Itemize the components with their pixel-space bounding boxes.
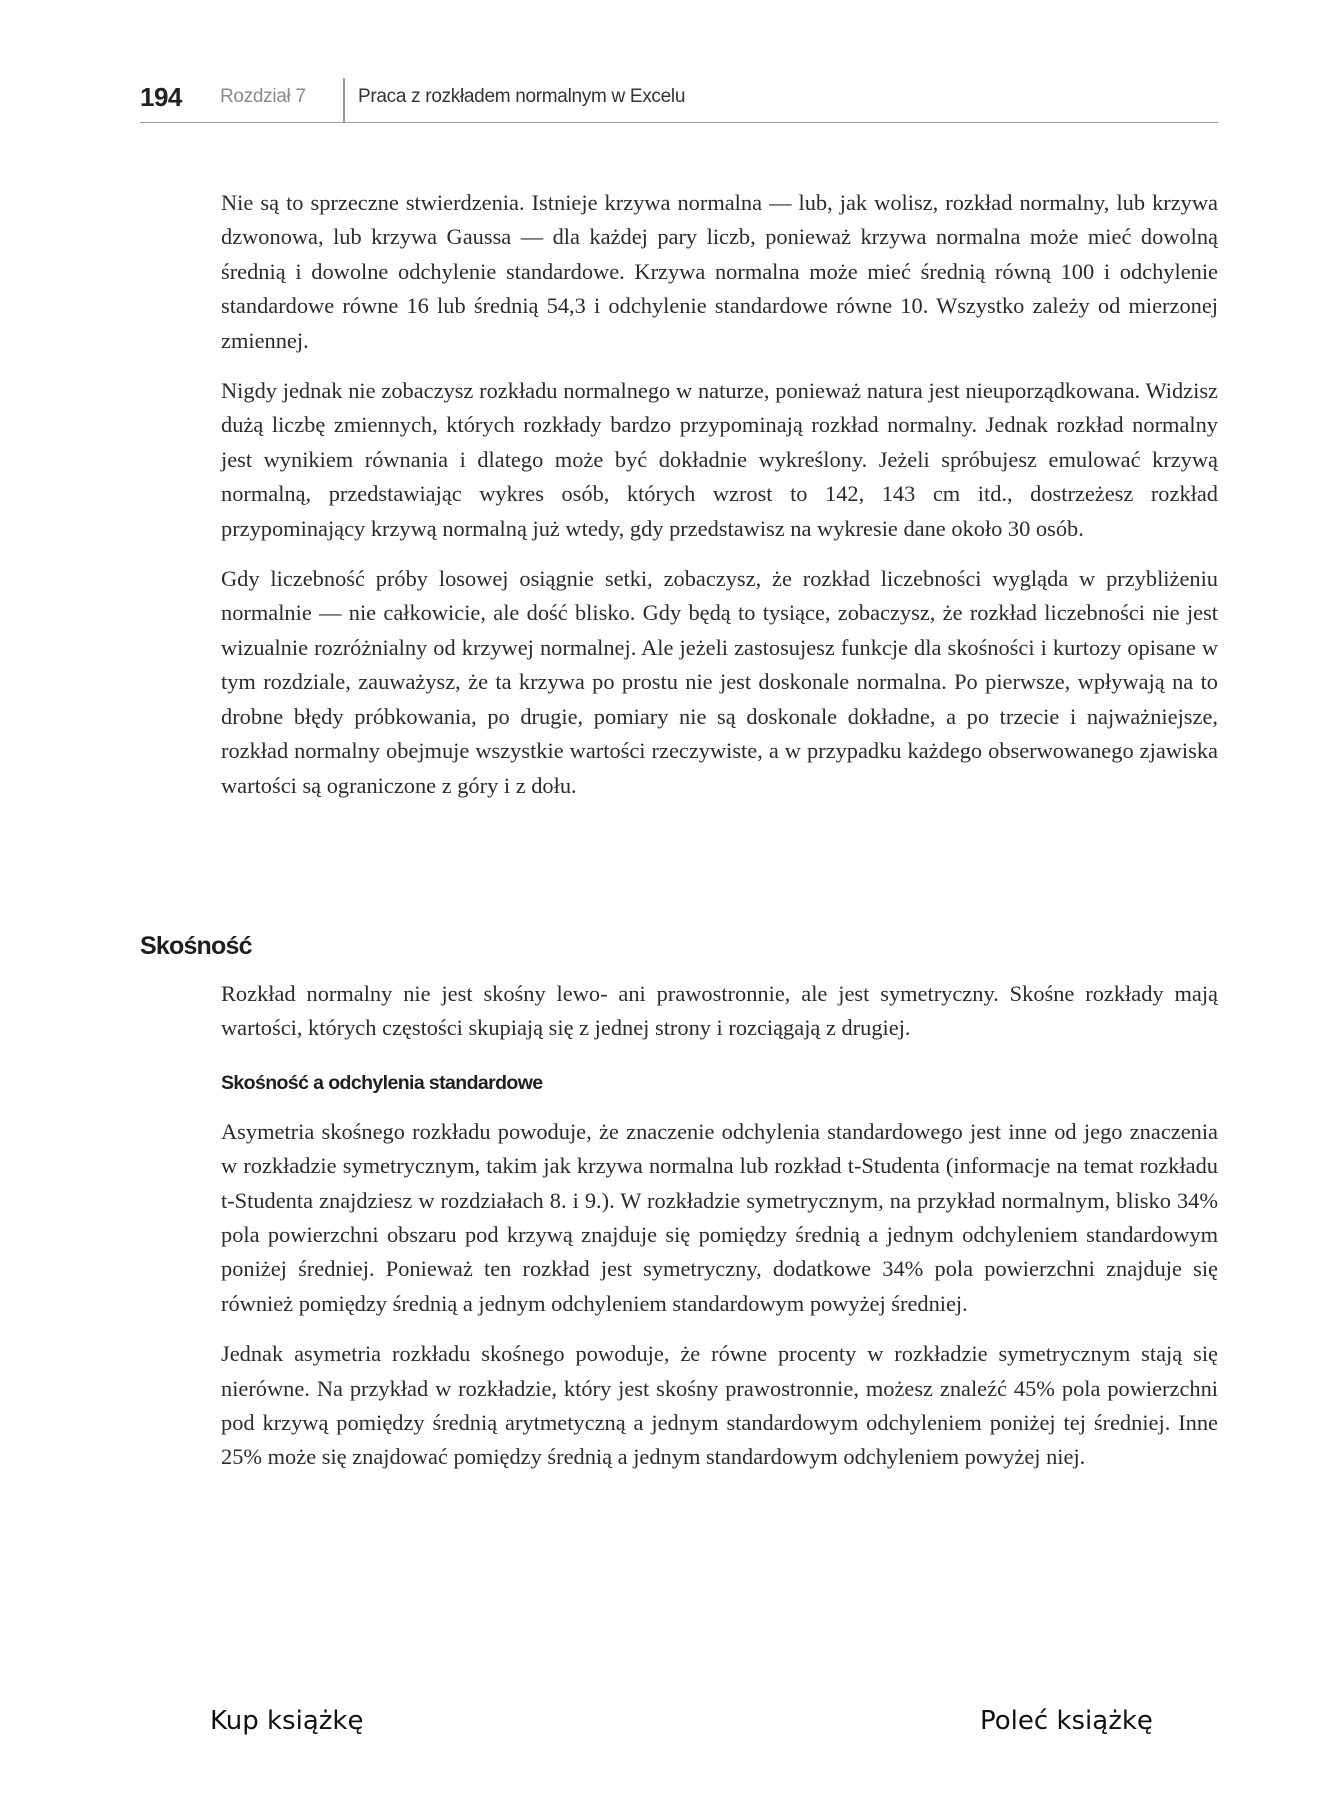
section-heading: Skośność [140, 932, 252, 960]
subsection-heading: Skośność a odchylenia standardowe [221, 1071, 543, 1094]
paragraph: Jednak asymetria rozkładu skośnego powoduje, że równe procenty w rozkładzie symetrycznym stają się nierówne. Na przykład w rozkładzie, który jest skośny prawostronnie, możesz znaleźć 45% pola powierzchni pod krzywą pomiędzy średnią arytmetyczną a jednym standardowym odchyleniem poniżej tej średniej. Inne 25% może się znajdować pomiędzy średnią a jednym standardowym odchyleniem powyżej niej. [221, 1341, 1218, 1470]
page-number: 194 [140, 82, 182, 112]
page-content [221, 186, 1218, 819]
chapter-label: Rozdział 7 [220, 86, 306, 107]
buy-book-link[interactable]: Kup książkę [210, 1706, 364, 1736]
paragraph: Asymetria skośnego rozkładu powoduje, że znaczenie odchylenia standardowego jest inne od jego znaczenia w rozkładzie symetrycznym, takim jak krzywa normalna lub rozkład t-Studenta (informacje na temat rozkładu t-Studenta znajdziesz w rozdziałach 8. i 9.). W rozkładzie symetrycznym, na przykład normalnym, blisko 34% pola powierzchni obszaru pod krzywą znajduje się pomiędzy średnią a jednym odchyleniem standardowym poniżej średniej. Ponieważ ten rozkład jest symetryczny, dodatkowe 34% pola powierzchni znajduje się również pomiędzy średnią a jednym odchyleniem standardowym powyżej średniej. [221, 1118, 1218, 1316]
paragraph: Rozkład normalny nie jest skośny lewo- ani prawostronnie, ale jest symetryczny. Skośne rozkłady mają wartości, których częstości skupiają się z jednej strony i rozciągają z drugiej. [221, 981, 1218, 1041]
section-content [221, 977, 1218, 1491]
header-divider [343, 78, 345, 122]
paragraph: Nie są to sprzeczne stwierdzenia. Istnieje krzywa normalna — lub, jak wolisz, rozkład normalny, lub krzywa dzwonowa, lub krzywa Gaussa — dla każdej pary liczb, ponieważ krzywa normalna może mieć dowolną średnią i dowolne odchylenie standardowe. Krzywa normalna może mieć średnią równą 100 i odchylenie standardowe równe 16 lub średnią 54,3 i odchylenie standardowe równe 10. Wszystko zależy od mierzonej zmiennej. [221, 190, 1218, 353]
paragraph: Nigdy jednak nie zobaczysz rozkładu normalnego w naturze, ponieważ natura jest nieuporządkowana. Widzisz dużą liczbę zmiennych, których rozkłady bardzo przypominają rozkład normalny. Jednak rozkład normalny jest wynikiem równania i dlatego może być dokładnie wykreślony. Jeżeli spróbujesz emulować krzywą normalną, przedstawiając wykres osób, których wzrost to 142, 143 cm itd., dostrzeżesz rozkład przypominający krzywą normalną już wtedy, gdy przedstawisz na wykresie dane około 30 osób. [221, 378, 1218, 541]
page-header [140, 78, 1218, 123]
paragraph: Gdy liczebność próby losowej osiągnie setki, zobaczysz, że rozkład liczebności wygląda w przybliżeniu normalnie — nie całkowicie, ale dość blisko. Gdy będą to tysiące, zobaczysz, że rozkład liczebności nie jest wizualnie rozróżnialny od krzywej normalnej. Ale jeżeli zastosujesz funkcje dla skośności i kurtozy opisane w tym rozdziale, zauważysz, że ta krzywa po prostu nie jest doskonale normalna. Po pierwsze, wpływają na to drobne błędy próbkowania, po drugie, pomiary nie są doskonale dokładne, a po trzecie i najważniejsze, rozkład normalny obejmuje wszystkie wartości rzeczywiste, a w przypadku każdego obserwowanego zjawiska wartości są ograniczone z góry i z dołu. [221, 566, 1218, 798]
running-title: Praca z rozkładem normalnym w Excelu [358, 86, 686, 107]
recommend-book-link[interactable]: Poleć książkę [980, 1706, 1153, 1736]
